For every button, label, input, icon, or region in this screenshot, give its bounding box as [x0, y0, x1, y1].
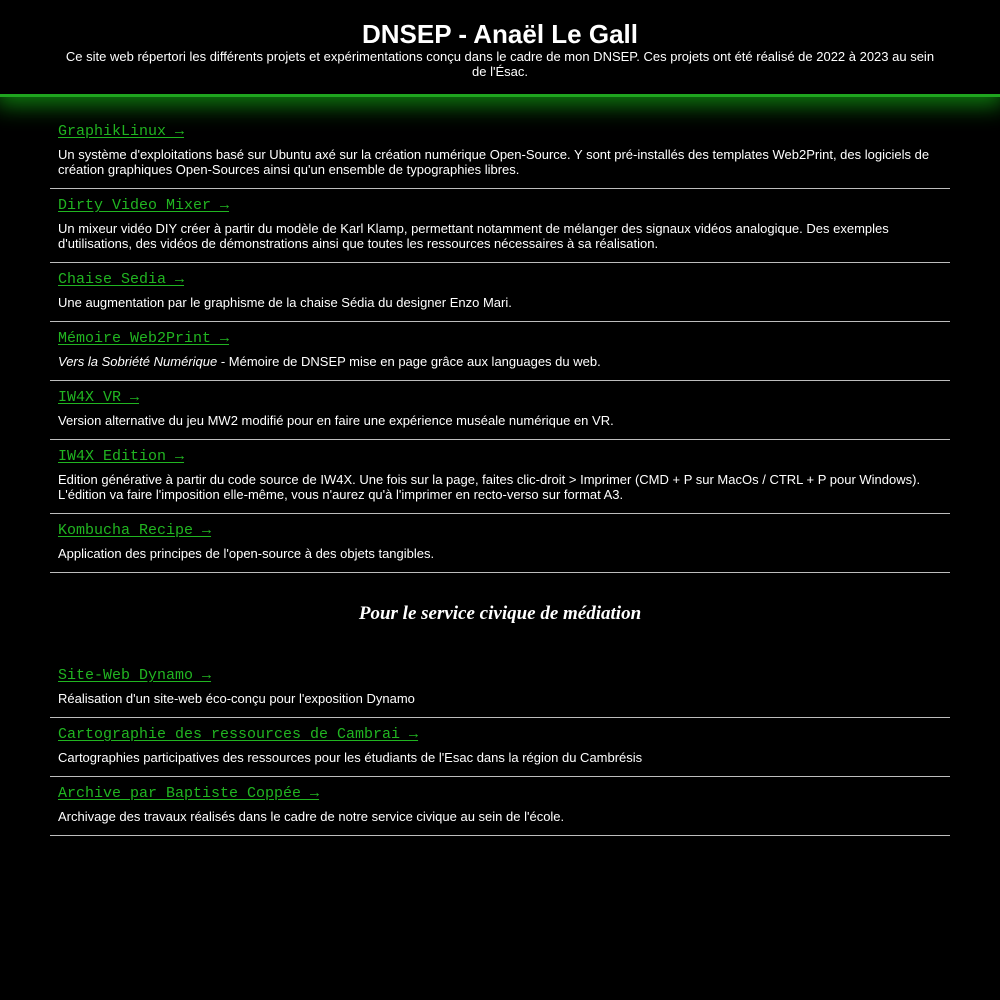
project-description: Réalisation d'un site-web éco-conçu pour l'exposition Dynamo — [58, 691, 415, 706]
project-link-site-web-dynamo[interactable]: Site-Web Dynamo → — [58, 667, 212, 684]
project-item-chaise-sedia — [50, 263, 950, 322]
page-title: DNSEP - Anaël Le Gall — [362, 19, 638, 49]
memoire-description-text: - Mémoire de DNSEP mise en page grâce aux languages du web. — [217, 354, 601, 369]
project-link-iw4x-edition[interactable]: IW4X Edition → — [58, 448, 185, 465]
civic-section-title: Pour le service civique de médiation — [358, 603, 642, 624]
site-header — [0, 0, 1000, 97]
memoire-title: Vers la Sobriété Numérique — [58, 354, 218, 369]
project-item-iw4x-edition — [50, 440, 950, 514]
project-description: Un mixeur vidéo DIY créer à partir du modèle de Karl Klamp, permettant notamment de mélanger des signaux vidéos analogique. Des exemples d'utilisations, des vidéos de démonstrations ainsi que toutes les ressources nécessaires à sa réalisation. — [58, 221, 889, 251]
site-description: Ce site web répertori les différents projets et expérimentations conçu dans le cadre de mon DNSEP. Ces projets ont été réalisé de 2022 à 2023 au sein de l'Ésac. — [65, 49, 935, 79]
project-item-dirty-video-mixer — [50, 189, 950, 263]
project-item-graphiklinux — [50, 115, 950, 189]
project-description: Application des principes de l'open-source à des objets tangibles. — [58, 546, 435, 561]
project-item-iw4x-vr — [50, 381, 950, 440]
project-link-cartographie-cambrai[interactable]: Cartographie des ressources de Cambrai → — [58, 726, 419, 743]
project-list — [0, 97, 1000, 836]
project-item-cartographie-cambrai — [50, 718, 950, 777]
project-description: Edition générative à partir du code source de IW4X. Une fois sur la page, faites clic-droit > Imprimer (CMD + P sur MacOs / CTRL + P pour Windows). L'édition va faire l'imposition elle-même, vous n'aurez qu'à l'imprimer en recto-verso sur format A3. — [58, 472, 921, 502]
project-description: Archivage des travaux réalisés dans le cadre de notre service civique au sein de l'école. — [58, 809, 565, 824]
project-item-memoire-web2print — [50, 322, 950, 381]
project-link-kombucha-recipe[interactable]: Kombucha Recipe → — [58, 522, 212, 539]
project-description: Cartographies participatives des ressources pour les étudiants de l'Esac dans la région du Cambrésis — [58, 750, 643, 765]
project-item-archive-baptiste-coppee — [50, 777, 950, 836]
project-link-archive-baptiste-coppee[interactable]: Archive par Baptiste Coppée → — [58, 785, 320, 802]
project-item-kombucha-recipe — [50, 514, 950, 573]
project-item-site-web-dynamo — [50, 659, 950, 718]
project-link-dirty-video-mixer[interactable]: Dirty Video Mixer → — [58, 197, 230, 214]
project-description — [58, 354, 942, 369]
project-link-chaise-sedia[interactable]: Chaise Sedia → — [58, 271, 185, 288]
project-description: Une augmentation par le graphisme de la chaise Sédia du designer Enzo Mari. — [58, 295, 512, 310]
project-description: Un système d'exploitations basé sur Ubuntu axé sur la création numérique Open-Source. Y sont pré-installés des templates Web2Print, des logiciels de création graphiques Open-Sources ainsi qu'un ensemble de typographies libres. — [58, 147, 930, 177]
project-link-graphiklinux[interactable]: GraphikLinux → — [58, 123, 185, 140]
project-link-memoire-web2print[interactable]: Mémoire Web2Print → — [58, 330, 230, 347]
project-link-iw4x-vr[interactable]: IW4X VR → — [58, 389, 140, 406]
project-description: Version alternative du jeu MW2 modifié pour en faire une expérience muséale numérique en VR. — [58, 413, 614, 428]
